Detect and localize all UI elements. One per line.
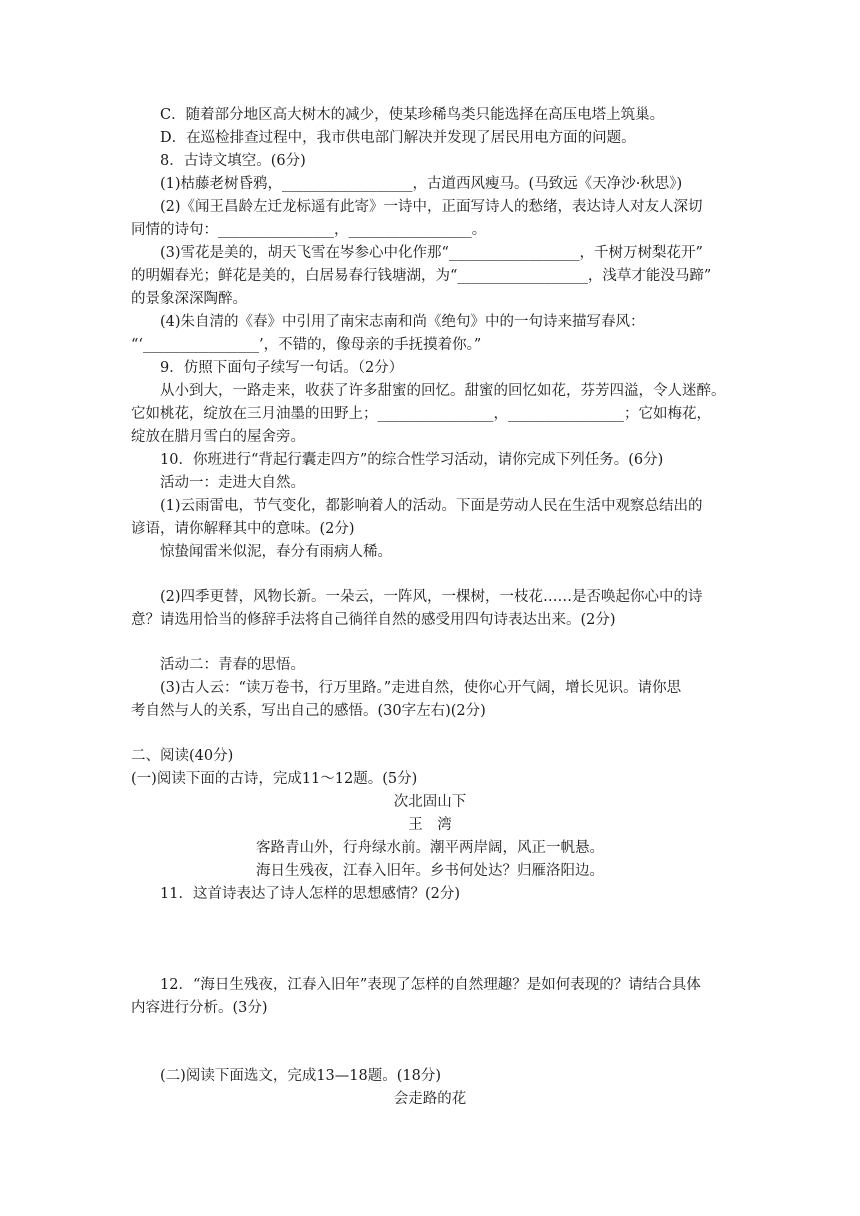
activity-2-title: 活动二：青春的思悟。 [160,657,305,673]
question-12-line1: 12．“海日生残夜，江春入旧年”表现了怎样的自然理趣？是如何表现的？请结合具体 [160,977,701,993]
poem-line-2: 海日生残夜，江春入旧年。乡书何处达？归雁洛阳边。 [256,863,604,879]
question-8-4-line2: “‘________________’，不错的，像母亲的手抚摸着你。” [131,337,482,353]
question-10-1-line1: (1)云雨雷电，节气变化，都影响着人的活动。下面是劳动人民在生活中观察总结出的 [160,498,703,514]
question-9-line3: 绽放在腊月雪白的屋舍旁。 [131,429,305,445]
question-8-2-line2: 同情的诗句：________________，_________________。 [131,222,487,238]
option-c: C．随着部分地区高大树木的减少，使某珍稀鸟类只能选择在高压电塔上筑巢。 [160,107,665,123]
question-10-1-line2: 谚语，请你解释其中的意味。(2分) [131,521,355,537]
question-8-3-line2: 的明媚春光；鲜花是美的，白居易春行钱塘湖，为“__________________，浅草才能没马蹄” [131,268,712,284]
question-8-3-line3: 的景象深深陶醉。 [131,291,247,307]
question-8-title: 8．古诗文填空。(6分) [160,153,306,169]
question-10-3-line2: 考自然与人的关系，写出自己的感悟。(30字左右)(2分) [131,703,486,719]
reading-2-instruction: (二)阅读下面选文，完成13—18题。(18分) [160,1068,441,1084]
question-10-2-line2: 意？请选用恰当的修辞手法将自己徜徉自然的感受用四句诗表达出来。(2分) [131,612,616,628]
poem-title: 次北固山下 [393,794,467,810]
section-2-heading: 二、阅读(40分) [131,748,234,764]
article-title: 会走路的花 [393,1091,467,1107]
activity-1-title: 活动一：走进大自然。 [160,475,305,491]
question-11: 11．这首诗表达了诗人怎样的思想感情？(2分) [160,886,460,902]
question-9-line2: 它如桃花，绽放在三月油墨的田野上；________________，________________；它如梅花， [131,406,711,422]
question-8-1: (1)枯藤老树昏鸦，__________________，古道西风瘦马。(马致远《天净沙·秋思》) [160,176,683,192]
poem-author: 王 湾 [408,817,452,833]
question-12-line2: 内容进行分析。(3分) [131,1000,268,1016]
question-10-2-line1: (2)四季更替，风物长新。一朵云，一阵风，一棵树，一枝花……是否唤起你心中的诗 [160,589,703,605]
question-10-3-line1: (3)古人云：“读万卷书，行万里路。”走进自然，使你心开气阔，增长见识。请你思 [160,680,682,696]
poem-line-1: 客路青山外，行舟绿水前。潮平两岸阔，风正一帆悬。 [256,840,604,856]
question-8-3-line1: (3)雪花是美的，胡天飞雪在岑参心中化作那“__________________，千树万树梨花开” [160,245,703,261]
reading-1-instruction: (一)阅读下面的古诗，完成11～12题。(5分) [131,771,418,787]
proverb: 惊蛰闻雷米似泥，春分有雨病人稀。 [160,544,392,560]
question-8-4-line1: (4)朱自清的《春》中引用了南宋志南和尚《绝句》中的一句诗来描写春风： [160,314,645,330]
question-9-title: 9．仿照下面句子续写一句话。（2分） [160,360,404,376]
question-8-2-line1: (2)《闻王昌龄左迁龙标遥有此寄》一诗中，正面写诗人的愁绪，表达诗人对友人深切 [160,199,703,215]
question-9-line1: 从小到大，一路走来，收获了许多甜蜜的回忆。甜蜜的回忆如花，芬芳四溢，令人迷醉。 [160,383,726,399]
option-d: D．在巡检排查过程中，我市供电部门解决并发现了居民用电方面的问题。 [160,130,636,146]
question-10-title: 10．你班进行“背起行囊走四方”的综合性学习活动，请你完成下列任务。(6分) [160,452,664,468]
